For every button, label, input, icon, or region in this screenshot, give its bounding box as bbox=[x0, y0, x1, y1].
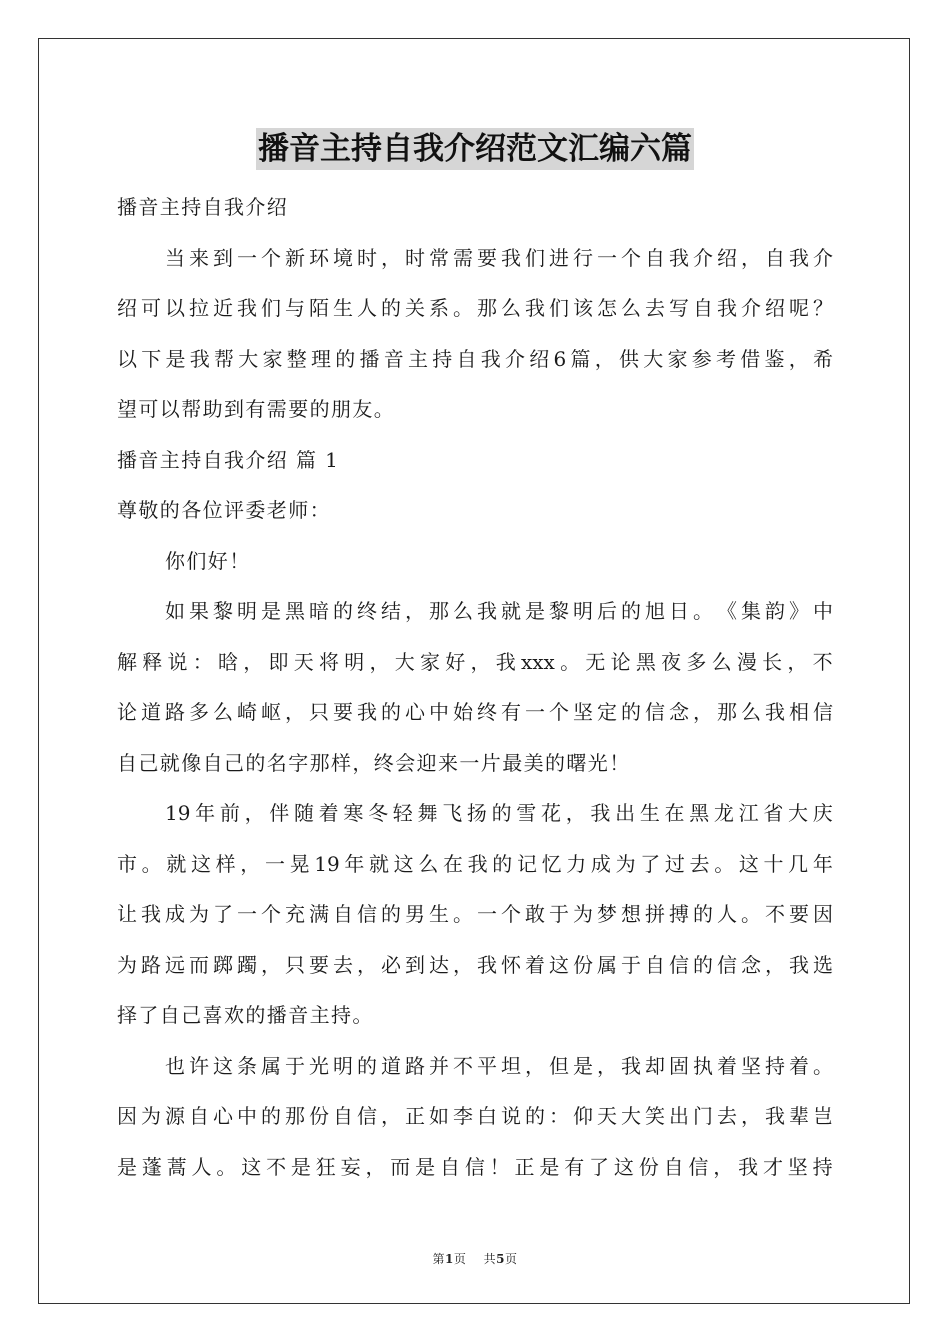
page-footer bbox=[0, 1250, 950, 1267]
text-line: 解 释 说 ： 晗 ， 即 天 将 明 ， 大 家 好 ， 我 xxx 。 无 论 黑 夜 多 么 漫 长 ， 不 bbox=[117, 649, 833, 674]
text-line: 播音主持自我介绍 篇 1 bbox=[117, 447, 340, 472]
text-line: 望可以帮助到有需要的朋友。 bbox=[117, 397, 396, 421]
footer-page-suffix: 页 bbox=[453, 1252, 467, 1266]
document-body bbox=[117, 182, 833, 1192]
text-line: 当 来 到 一 个 新 环 境 时 ， 时 常 需 要 我 们 进 行 一 个 自 我 介 绍 ， 自 我 介 bbox=[165, 245, 833, 270]
text-line: 让 我 成 为 了 一 个 充 满 自 信 的 男 生 。 一 个 敢 于 为 梦 想 拼 搏 的 人 。 不 要 因 bbox=[117, 902, 833, 926]
text-line: 为 路 远 而 踯 躅 ， 只 要 去 ， 必 到 达 ， 我 怀 着 这 份 属 于 自 信 的 信 念 ， 我 选 bbox=[117, 952, 833, 977]
text-line: 市 。 就 这 样 ， 一 晃 19 年 就 这 么 在 我 的 记 忆 力 成 为 了 过 去 。 这 十 几 年 bbox=[117, 851, 833, 876]
text-line: 尊敬的各位评委老师： bbox=[117, 498, 331, 522]
document-title: 播音主持自我介绍范文汇编六篇 bbox=[256, 128, 694, 170]
title-container bbox=[0, 128, 950, 170]
text-line: 论 道 路 多 么 崎 岖 ， 只 要 我 的 心 中 始 终 有 一 个 坚 定 的 信 念 ， 那 么 我 相 信 bbox=[117, 700, 833, 724]
footer-total-prefix: 共 bbox=[483, 1252, 497, 1266]
footer-page-number: 1 bbox=[444, 1252, 454, 1266]
text-line: 如 果 黎 明 是 黑 暗 的 终 结 ， 那 么 我 就 是 黎 明 后 的 旭 日 。 《 集 韵 》 中 bbox=[165, 599, 833, 623]
text-line: 择了自己喜欢的播音主持。 bbox=[117, 1003, 374, 1027]
text-line: 19 年 前 ， 伴 随 着 寒 冬 轻 舞 飞 扬 的 雪 花 ， 我 出 生 在 黑 龙 江 省 大 庆 bbox=[165, 801, 833, 825]
footer-total-suffix: 页 bbox=[505, 1252, 518, 1266]
text-line: 自己就像自己的名字那样，终会迎来一片最美的曙光！ bbox=[117, 750, 631, 775]
text-line: 以 下 是 我 帮 大 家 整 理 的 播 音 主 持 自 我 介 绍 6 篇 ， 供 大 家 参 考 借 鉴 ， 希 bbox=[117, 346, 833, 371]
text-line: 播音主持自我介绍 bbox=[117, 195, 289, 219]
footer-total-number: 5 bbox=[496, 1252, 505, 1266]
text-line: 也 许 这 条 属 于 光 明 的 道 路 并 不 平 坦 ， 但 是 ， 我 却 固 执 着 坚 持 着 。 bbox=[165, 1053, 833, 1078]
footer-page-prefix: 第 bbox=[432, 1252, 445, 1266]
text-line: 你们好！ bbox=[165, 548, 251, 573]
text-line: 绍 可 以 拉 近 我 们 与 陌 生 人 的 关 系 。 那 么 我 们 该 怎 么 去 写 自 我 介 绍 呢 ？ bbox=[117, 296, 833, 320]
text-line: 是 蓬 蒿 人 。 这 不 是 狂 妄 ， 而 是 自 信 ！ 正 是 有 了 这 份 自 信 ， 我 才 坚 持 bbox=[117, 1154, 833, 1179]
text-line: 因 为 源 自 心 中 的 那 份 自 信 ， 正 如 李 白 说 的 ： 仰 天 大 笑 出 门 去 ， 我 辈 岂 bbox=[117, 1104, 833, 1128]
